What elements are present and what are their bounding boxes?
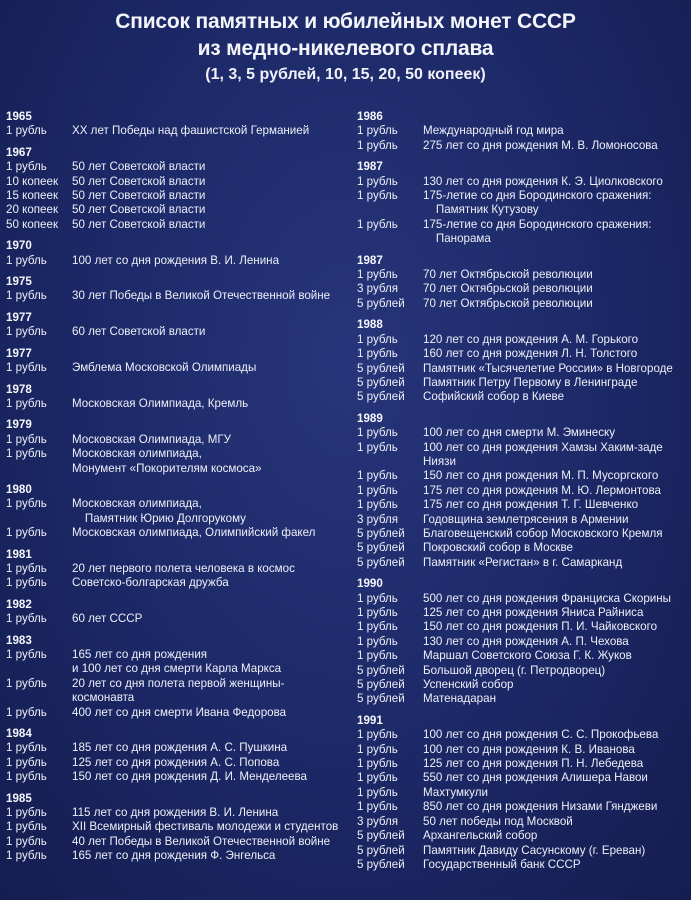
- coin-description: 150 лет со дня рождения Д. И. Менделеева: [72, 770, 307, 784]
- coin-description: 175-летие со дня Бородинского сражения:: [423, 217, 652, 231]
- coin-entry: [357, 426, 687, 440]
- year-heading: 1982: [6, 597, 32, 611]
- year-heading: 1977: [6, 310, 32, 324]
- coin-description: Памятник «Тысячелетие России» в Новгороде: [423, 361, 673, 375]
- year-heading: 1977: [6, 346, 32, 360]
- coin-denomination: 1 рубль: [357, 469, 398, 483]
- coin-entry: [357, 858, 687, 872]
- coin-entry: [6, 562, 351, 576]
- coin-entry: [357, 692, 687, 706]
- coin-description: 125 лет со дня рождения Яниса Райниса: [423, 606, 644, 619]
- coin-denomination: [6, 691, 72, 705]
- coin-entry: [357, 743, 687, 757]
- coin-description: 175 лет со дня рождения М. Ю. Лермонтова: [423, 483, 661, 497]
- coin-description: XX лет Победы над фашистской Германией: [72, 124, 310, 138]
- year-heading: 1990: [357, 577, 383, 591]
- coin-entry: [6, 526, 351, 540]
- coin-entry: [6, 160, 351, 174]
- coin-denomination: 1 рубль: [6, 124, 47, 138]
- coin-denomination: 1 рубль: [357, 189, 398, 203]
- coin-entry: [357, 800, 687, 814]
- coin-description: 100 лет со дня рождения Хамзы Хаким-заде: [423, 440, 663, 454]
- coin-entry: [357, 484, 687, 498]
- coin-denomination: 1 рубль: [357, 771, 398, 785]
- coin-denomination: 1 рубль: [357, 742, 398, 756]
- coin-entry: [357, 469, 687, 483]
- coin-entry: [6, 361, 351, 375]
- coin-description: 100 лет со дня рождения В. И. Ленина: [72, 253, 280, 267]
- coin-description: Международный год мира: [423, 124, 564, 138]
- coin-entry: [6, 706, 351, 720]
- coin-description: 40 лет Победы в Великой Отечественной войне: [72, 834, 331, 848]
- coin-denomination: 1 рубль: [357, 757, 398, 771]
- coin-denomination: [6, 462, 72, 476]
- coin-denomination: 1 рубль: [6, 612, 47, 626]
- coin-entry: [6, 462, 351, 476]
- coin-denomination: 1 рубль: [357, 332, 398, 346]
- year-heading: 1980: [6, 482, 32, 496]
- coin-entry: [357, 139, 687, 153]
- coin-entry: [357, 757, 687, 771]
- coin-denomination: 5 рублей: [357, 692, 405, 706]
- coin-denomination: 1 рубль: [6, 396, 47, 410]
- coin-denomination: [357, 455, 423, 469]
- coin-denomination: 1 рубль: [6, 820, 47, 834]
- coin-description: 30 лет Победы в Великой Отечественной войне: [72, 289, 331, 303]
- coin-denomination: 1 рубль: [357, 138, 398, 152]
- coin-denomination: 1 рубль: [357, 620, 398, 634]
- coin-description: 125 лет со дня рождения П. Н. Лебедева: [423, 757, 644, 771]
- coin-description: и 100 лет со дня смерти Карла Маркса: [72, 662, 282, 676]
- coin-denomination: 1 рубль: [6, 361, 47, 375]
- coin-denomination: 1 рубль: [6, 325, 47, 339]
- coin-denomination: 5 рублей: [357, 663, 405, 677]
- coin-entry: [357, 333, 687, 347]
- coin-entry: [357, 282, 687, 296]
- coin-denomination: 1 рубль: [6, 806, 47, 820]
- coin-entry: [6, 397, 351, 411]
- coin-description: XII Всемирный фестиваль молодежи и студентов: [72, 820, 339, 834]
- coin-entry: [357, 513, 687, 527]
- coin-entry: [6, 741, 351, 755]
- coin-description: 100 лет со дня рождения К. В. Иванова: [423, 742, 635, 756]
- coin-description: Маршал Советского Союза Г. К. Жуков: [423, 649, 632, 663]
- coin-description: 165 лет со дня рождения: [72, 648, 208, 661]
- coin-description: Памятник «Регистан» в г. Самарканд: [423, 555, 623, 569]
- coin-entry: [357, 649, 687, 663]
- coin-description: 150 лет со дня рождения М. П. Мусоргского: [423, 469, 659, 483]
- coin-description: 550 лет со дня рождения Алишера Навои: [423, 771, 648, 785]
- coin-description: 50 лет победы под Москвой: [423, 814, 573, 828]
- coin-description: Большой дворец (г. Петродворец): [423, 663, 606, 677]
- year-heading: 1965: [6, 110, 32, 123]
- coin-description: Государственный банк СССР: [423, 857, 581, 871]
- coin-description: 50 лет Советской власти: [72, 189, 206, 203]
- coin-denomination: [357, 203, 423, 217]
- year-heading: 1991: [357, 713, 383, 727]
- coin-entry: [357, 786, 687, 800]
- coin-description: 850 лет со дня рождения Низами Гянджеви: [423, 800, 658, 814]
- coin-denomination: 5 рублей: [357, 829, 405, 843]
- coin-entry: [6, 289, 351, 303]
- coin-denomination: 1 рубль: [6, 705, 47, 719]
- coin-denomination: 5 рублей: [357, 843, 405, 857]
- coin-description: Московская Олимпиада, МГУ: [72, 432, 232, 446]
- coin-denomination: [6, 662, 72, 676]
- coin-description: 160 лет со дня рождения Л. Н. Толстого: [423, 347, 638, 361]
- coin-description: 100 лет со дня рождения С. С. Прокофьева: [423, 728, 659, 742]
- coin-description: Махтумкули: [423, 785, 488, 799]
- coin-description: Московская Олимпиада, Кремль: [72, 396, 249, 410]
- coin-description: 60 лет СССР: [72, 612, 143, 626]
- right-column: [357, 110, 687, 872]
- coin-entry: [357, 268, 687, 282]
- coin-entry: [6, 203, 351, 217]
- coin-entry: [357, 441, 687, 455]
- coin-entry: [6, 218, 351, 232]
- year-heading: 1986: [357, 110, 383, 123]
- coin-description: Панорама: [423, 232, 491, 246]
- coin-entry: [357, 728, 687, 742]
- coin-entry: [6, 124, 351, 138]
- coin-description: 70 лет Октябрьской революции: [423, 296, 593, 310]
- coin-description: 175 лет со дня рождения Т. Г. Шевченко: [423, 498, 639, 512]
- coin-entry: [6, 662, 351, 676]
- coin-denomination: 1 рубль: [6, 497, 47, 511]
- coin-denomination: 1 рубль: [6, 561, 47, 575]
- coin-denomination: 3 рубля: [357, 814, 399, 828]
- coin-description: 100 лет со дня смерти М. Эминеску: [423, 426, 615, 440]
- coin-denomination: 5 рублей: [357, 526, 405, 540]
- coin-description: 70 лет Октябрьской революции: [423, 268, 593, 282]
- coin-entry: [6, 648, 351, 662]
- coin-description: Ниязи: [423, 454, 456, 468]
- coin-entry: [6, 677, 351, 691]
- coin-entry: [6, 447, 351, 461]
- coin-description: космонавта: [72, 691, 135, 705]
- coin-description: 165 лет со дня рождения Ф. Энгельса: [72, 849, 276, 863]
- year-heading: 1978: [6, 382, 32, 396]
- coin-denomination: 1 рубль: [357, 591, 398, 605]
- title-line-1: Список памятных и юбилейных монет СССР: [115, 10, 576, 33]
- coin-description: 275 лет со дня рождения М. В. Ломоносова: [423, 138, 658, 152]
- coin-denomination: 1 рубль: [357, 174, 398, 188]
- coin-denomination: 1 рубль: [6, 648, 47, 661]
- coin-description: Памятник Давиду Сасунскому (г. Ереван): [423, 843, 646, 857]
- coin-denomination: 5 рублей: [357, 390, 405, 404]
- coin-denomination: 1 рубль: [357, 124, 398, 138]
- year-heading: 1987: [357, 253, 383, 267]
- coin-denomination: 5 рублей: [357, 678, 405, 692]
- coin-entry: [6, 835, 351, 849]
- coin-entry: [357, 376, 687, 390]
- coin-description: 50 лет Советской власти: [72, 217, 206, 231]
- coin-entry: [357, 527, 687, 541]
- coin-description: 20 лет первого полета человека в космос: [72, 561, 295, 575]
- coin-entry: [357, 771, 687, 785]
- coin-denomination: 1 рубль: [6, 676, 47, 690]
- coin-entry: [6, 806, 351, 820]
- coin-denomination: 1 рубль: [357, 217, 398, 231]
- coin-denomination: 1 рубль: [357, 785, 398, 799]
- coin-description: 185 лет со дня рождения А. С. Пушкина: [72, 741, 288, 755]
- coin-entry: [357, 678, 687, 692]
- coin-entry: [357, 124, 687, 138]
- coin-entry: [357, 297, 687, 311]
- coin-description: 150 лет со дня рождения П. И. Чайковского: [423, 620, 658, 634]
- coin-denomination: 3 рубля: [357, 282, 399, 296]
- coin-description: Успенский собор: [423, 678, 514, 692]
- coin-description: Монумент «Покорителям космоса»: [72, 461, 262, 475]
- coin-description: 130 лет со дня рождения А. П. Чехова: [423, 634, 629, 648]
- year-heading: 1979: [6, 418, 32, 432]
- coin-denomination: 5 рублей: [357, 361, 405, 375]
- coin-description: 60 лет Советской власти: [72, 325, 206, 339]
- coin-entry: [357, 218, 687, 232]
- coin-entry: [357, 844, 687, 858]
- coin-description: 50 лет Советской власти: [72, 174, 206, 188]
- coin-entry: [357, 498, 687, 512]
- coin-entry: [357, 203, 687, 217]
- coin-denomination: 1 рубль: [6, 576, 47, 590]
- coin-entry: [6, 612, 351, 626]
- coin-denomination: 1 рубль: [357, 483, 398, 497]
- coin-denomination: 1 рубль: [357, 800, 398, 814]
- coin-denomination: 1 рубль: [357, 634, 398, 648]
- coin-entry: [6, 576, 351, 590]
- coin-description: Покровский собор в Москве: [423, 541, 573, 555]
- coin-entry: [357, 606, 687, 620]
- year-heading: 1983: [6, 633, 32, 647]
- coin-denomination: 1 рубль: [357, 649, 398, 663]
- coin-denomination: 5 рублей: [357, 296, 405, 310]
- coin-entry: [357, 455, 687, 469]
- year-heading: 1989: [357, 411, 383, 425]
- coin-entry: [6, 433, 351, 447]
- coin-denomination: 1 рубль: [6, 741, 47, 755]
- coin-entry: [357, 390, 687, 404]
- coin-denomination: 1 рубль: [357, 498, 398, 512]
- year-heading: 1987: [357, 160, 383, 174]
- coin-denomination: 1 рубль: [6, 849, 47, 863]
- coin-entry: [6, 254, 351, 268]
- coin-entry: [357, 556, 687, 570]
- coin-entry: [357, 541, 687, 555]
- coin-entry: [357, 592, 687, 606]
- coin-description: 20 лет со дня полета первой женщины-: [72, 676, 285, 690]
- coin-description: Московская олимпиада,: [72, 447, 202, 461]
- year-heading: 1988: [357, 318, 383, 332]
- coin-description: 125 лет со дня рождения А. С. Попова: [72, 755, 280, 769]
- coin-description: 130 лет со дня рождения К. Э. Циолковского: [423, 174, 663, 188]
- coin-description: Памятник Кутузову: [423, 203, 539, 217]
- coin-denomination: 5 рублей: [357, 857, 405, 871]
- coin-description: 175-летие со дня Бородинского сражения:: [423, 189, 652, 203]
- year-heading: 1975: [6, 275, 32, 289]
- coin-entry: [357, 175, 687, 189]
- coin-entry: [6, 497, 351, 511]
- coin-entry: [357, 635, 687, 649]
- coin-description: Благовещенский собор Московского Кремля: [423, 526, 663, 540]
- coin-denomination: 1 рубль: [357, 440, 398, 454]
- subtitle: (1, 3, 5 рублей, 10, 15, 20, 50 копеек): [205, 66, 486, 83]
- coin-denomination: 1 рубль: [6, 447, 47, 461]
- coin-entry: [6, 189, 351, 203]
- coin-entry: [6, 756, 351, 770]
- coin-description: 120 лет со дня рождения А. М. Горького: [423, 332, 639, 346]
- coin-entry: [6, 691, 351, 705]
- coin-denomination: 1 рубль: [6, 755, 47, 769]
- coin-entry: [6, 849, 351, 863]
- coin-description: Памятник Юрию Долгорукому: [72, 511, 246, 525]
- coin-description: Софийский собор в Киеве: [423, 390, 565, 404]
- year-heading: 1970: [6, 239, 32, 253]
- year-heading: 1984: [6, 727, 32, 741]
- coin-description: 50 лет Советской власти: [72, 203, 206, 217]
- coin-description: Московская олимпиада, Олимпийский факел: [72, 526, 316, 540]
- coin-entry: [6, 175, 351, 189]
- coin-description: Годовщина землетрясения в Армении: [423, 512, 629, 526]
- year-heading: 1967: [6, 145, 32, 159]
- coin-entry: [6, 512, 351, 526]
- coin-denomination: 1 рубль: [357, 347, 398, 361]
- coin-denomination: 1 рубль: [6, 432, 47, 446]
- coin-entry: [6, 770, 351, 784]
- coin-denomination: 1 рубль: [357, 268, 398, 282]
- left-column: [6, 110, 351, 864]
- coin-description: 500 лет со дня рождения Франциска Скорины: [423, 591, 672, 605]
- coin-entry: [357, 362, 687, 376]
- coin-denomination: 1 рубль: [357, 728, 398, 742]
- coin-description: Эмблема Московской Олимпиады: [72, 361, 257, 375]
- coin-entry: [357, 620, 687, 634]
- coin-denomination: 20 копеек: [6, 203, 59, 217]
- coin-description: 50 лет Советской власти: [72, 160, 206, 174]
- coin-denomination: 5 рублей: [357, 375, 405, 389]
- coin-denomination: 5 рублей: [357, 555, 405, 569]
- coin-entry: [357, 664, 687, 678]
- coin-denomination: 50 копеек: [6, 217, 59, 231]
- coin-description: Матенадаран: [423, 692, 496, 706]
- coin-denomination: 1 рубль: [6, 253, 47, 267]
- coin-denomination: 15 копеек: [6, 189, 59, 203]
- coin-denomination: 1 рубль: [6, 160, 47, 174]
- coin-entry: [6, 820, 351, 834]
- coin-description: Архангельский собор: [423, 829, 538, 843]
- coin-entry: [357, 829, 687, 843]
- coin-description: 115 лет со дня рождения В. И. Ленина: [72, 806, 279, 820]
- coin-description: Советско-болгарская дружба: [72, 576, 229, 590]
- year-heading: 1985: [6, 791, 32, 805]
- header: [0, 8, 691, 86]
- coin-denomination: [357, 232, 423, 246]
- coin-denomination: 5 рублей: [357, 541, 405, 555]
- coin-denomination: 1 рубль: [357, 426, 398, 440]
- coin-denomination: 1 рубль: [6, 526, 47, 540]
- coin-denomination: 3 рубля: [357, 512, 399, 526]
- coin-entry: [357, 232, 687, 246]
- coin-description: 70 лет Октябрьской революции: [423, 282, 593, 296]
- coin-description: Московская олимпиада,: [72, 497, 202, 511]
- year-heading: 1981: [6, 547, 32, 561]
- coin-entry: [357, 189, 687, 203]
- title-line-2: из медно-никелевого сплава: [197, 37, 494, 60]
- coin-entry: [6, 325, 351, 339]
- coin-denomination: 1 рубль: [6, 289, 47, 303]
- coin-denomination: 1 рубль: [6, 770, 47, 784]
- coin-description: Памятник Петру Первому в Ленинграде: [423, 375, 638, 389]
- coin-entry: [357, 347, 687, 361]
- coin-description: 400 лет со дня смерти Ивана Федорова: [72, 705, 287, 719]
- coin-entry: [357, 815, 687, 829]
- coin-denomination: 1 рубль: [6, 834, 47, 848]
- coin-denomination: [6, 512, 72, 526]
- coin-denomination: 10 копеек: [6, 174, 59, 188]
- coin-denomination: 1 рубль: [357, 606, 398, 619]
